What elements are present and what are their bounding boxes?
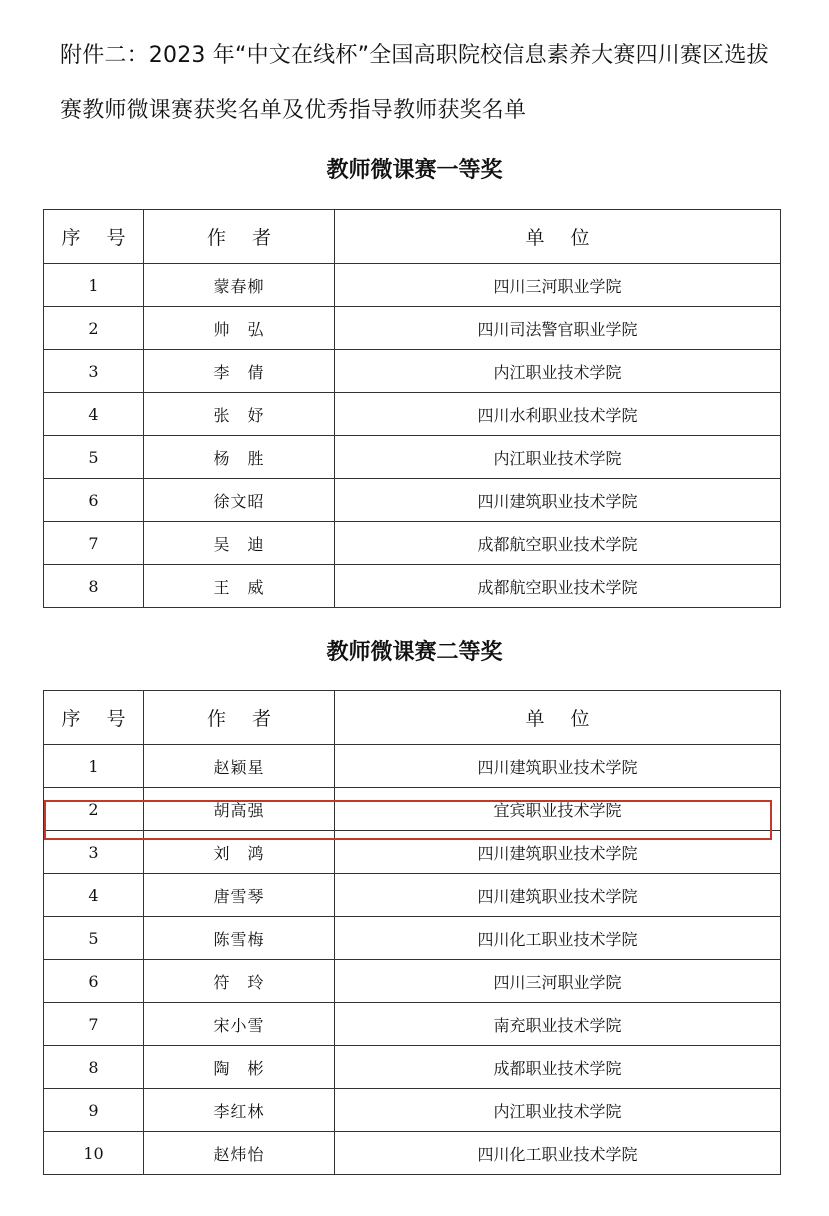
- author-cell: 刘 鸿: [144, 831, 335, 874]
- table-row: [44, 917, 781, 960]
- first-prize-table: [43, 209, 781, 608]
- seq-cell: 7: [44, 1003, 144, 1046]
- document-title: 附件二：2023 年“中文在线杯”全国高职院校信息素养大赛四川赛区选拔赛教师微课赛获奖名单及优秀指导教师获奖名单: [60, 43, 769, 123]
- seq-cell: 10: [44, 1132, 144, 1175]
- seq-cell: 4: [44, 393, 144, 436]
- table-row: [44, 874, 781, 917]
- unit-cell: 内江职业技术学院: [335, 436, 781, 479]
- unit-cell: 四川水利职业技术学院: [335, 393, 781, 436]
- unit-cell: 四川建筑职业技术学院: [335, 874, 781, 917]
- unit-cell: 成都航空职业技术学院: [335, 522, 781, 565]
- unit-cell: 成都职业技术学院: [335, 1046, 781, 1089]
- author-cell: 符 玲: [144, 960, 335, 1003]
- header-seq: 序 号: [44, 691, 144, 745]
- section-title-first-prize: 教师微课赛一等奖: [326, 158, 503, 183]
- table-row: [44, 565, 781, 608]
- author-cell: 帅 弘: [144, 307, 335, 350]
- table-header-row: [44, 691, 781, 745]
- author-cell: 张 妤: [144, 393, 335, 436]
- header-author: 作 者: [144, 210, 335, 264]
- unit-cell: 成都航空职业技术学院: [335, 565, 781, 608]
- unit-cell: 四川建筑职业技术学院: [335, 479, 781, 522]
- table-row: [44, 1003, 781, 1046]
- header-seq: 序 号: [44, 210, 144, 264]
- author-cell: 李红林: [144, 1089, 335, 1132]
- table-row: [44, 960, 781, 1003]
- seq-cell: 9: [44, 1089, 144, 1132]
- author-cell: 杨 胜: [144, 436, 335, 479]
- seq-cell: 2: [44, 307, 144, 350]
- author-cell: 赵颖星: [144, 745, 335, 788]
- table-row: [44, 479, 781, 522]
- table-row: [44, 350, 781, 393]
- unit-cell: 四川司法警官职业学院: [335, 307, 781, 350]
- seq-cell: 5: [44, 917, 144, 960]
- table-row: [44, 1046, 781, 1089]
- unit-cell: 内江职业技术学院: [335, 350, 781, 393]
- seq-cell: 1: [44, 745, 144, 788]
- unit-cell: 四川化工职业技术学院: [335, 1132, 781, 1175]
- seq-cell: 3: [44, 350, 144, 393]
- seq-cell: 8: [44, 565, 144, 608]
- table-row: [44, 831, 781, 874]
- seq-cell: 5: [44, 436, 144, 479]
- table-row: [44, 436, 781, 479]
- table-row: [44, 264, 781, 307]
- seq-cell: 7: [44, 522, 144, 565]
- author-cell: 胡高强: [144, 788, 335, 831]
- author-cell: 李 倩: [144, 350, 335, 393]
- unit-cell: 内江职业技术学院: [335, 1089, 781, 1132]
- table-row: [44, 1132, 781, 1175]
- author-cell: 蒙春柳: [144, 264, 335, 307]
- table-header-row: [44, 210, 781, 264]
- seq-cell: 4: [44, 874, 144, 917]
- author-cell: 唐雪琴: [144, 874, 335, 917]
- header-author: 作 者: [144, 691, 335, 745]
- table-row: [44, 1089, 781, 1132]
- table-row-highlighted: [44, 788, 781, 831]
- author-cell: 陈雪梅: [144, 917, 335, 960]
- second-prize-table: [43, 690, 781, 1175]
- seq-cell: 6: [44, 960, 144, 1003]
- seq-cell: 6: [44, 479, 144, 522]
- header-unit: 单 位: [335, 210, 781, 264]
- unit-cell: 四川建筑职业技术学院: [335, 831, 781, 874]
- author-cell: 吴 迪: [144, 522, 335, 565]
- author-cell: 王 威: [144, 565, 335, 608]
- seq-cell: 3: [44, 831, 144, 874]
- seq-cell: 8: [44, 1046, 144, 1089]
- unit-cell: 四川建筑职业技术学院: [335, 745, 781, 788]
- table-row: [44, 393, 781, 436]
- unit-cell: 宜宾职业技术学院: [335, 788, 781, 831]
- author-cell: 陶 彬: [144, 1046, 335, 1089]
- author-cell: 宋小雪: [144, 1003, 335, 1046]
- table-row: [44, 522, 781, 565]
- table-row: [44, 745, 781, 788]
- section-title-second-prize: 教师微课赛二等奖: [326, 640, 503, 665]
- author-cell: 赵炜怡: [144, 1132, 335, 1175]
- seq-cell: 2: [44, 788, 144, 831]
- unit-cell: 四川三河职业学院: [335, 264, 781, 307]
- seq-cell: 1: [44, 264, 144, 307]
- unit-cell: 南充职业技术学院: [335, 1003, 781, 1046]
- unit-cell: 四川化工职业技术学院: [335, 917, 781, 960]
- header-unit: 单 位: [335, 691, 781, 745]
- unit-cell: 四川三河职业学院: [335, 960, 781, 1003]
- table-row: [44, 307, 781, 350]
- author-cell: 徐文昭: [144, 479, 335, 522]
